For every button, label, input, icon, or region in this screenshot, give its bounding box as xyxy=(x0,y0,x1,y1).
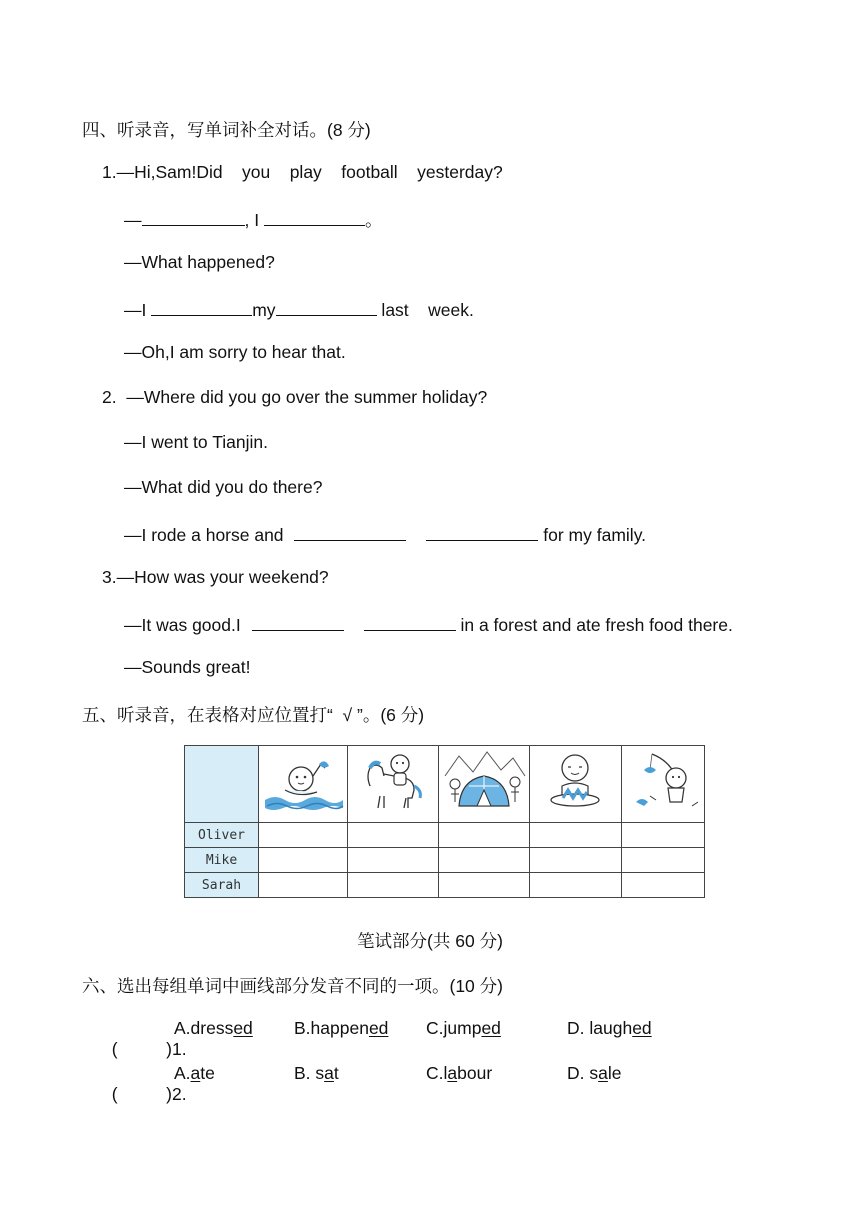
choice-row-2: ( )2. xyxy=(111,1084,187,1104)
option-b: B. sat xyxy=(294,1063,339,1083)
answer-blank[interactable] xyxy=(294,522,406,541)
answer-blank[interactable] xyxy=(264,207,365,226)
q1-line4: —I my last week. xyxy=(124,297,474,321)
option-c: C.labour xyxy=(426,1063,493,1083)
student-name-cell: Mike xyxy=(185,848,259,873)
answer-cell[interactable] xyxy=(259,848,348,873)
option-d: D. laughed xyxy=(567,1018,652,1038)
answer-table xyxy=(184,745,705,898)
answer-cell[interactable] xyxy=(259,823,348,848)
eating-food-picture xyxy=(530,746,621,817)
answer-cell[interactable] xyxy=(622,823,705,848)
picture-cell xyxy=(348,746,439,823)
answer-blank[interactable] xyxy=(276,297,377,316)
written-part-title: 笔试部分(共 60 分) xyxy=(357,931,503,951)
choice-row-1: ( )1. xyxy=(111,1039,187,1059)
answer-cell[interactable] xyxy=(530,848,622,873)
section5-title: 五、听录音，在表格对应位置打“ √ ”。(6 分) xyxy=(82,705,425,725)
option-b: B.happened xyxy=(294,1018,389,1038)
q1-line2: — , I 。 xyxy=(124,207,382,232)
answer-cell[interactable] xyxy=(348,823,439,848)
q1-line3: —What happened? xyxy=(124,252,275,272)
fishing-picture xyxy=(622,746,704,817)
camping-tent-picture xyxy=(439,746,529,817)
answer-blank[interactable] xyxy=(426,522,538,541)
q2-line2: —I went to Tianjin. xyxy=(124,432,268,452)
option-d: D. sale xyxy=(567,1063,622,1083)
answer-cell[interactable] xyxy=(439,848,530,873)
riding-horse-picture xyxy=(348,746,438,817)
answer-parenthesis[interactable]: ( ) xyxy=(111,1039,173,1059)
q3-line2: —It was good.I in a forest and ate fresh food there. xyxy=(124,612,733,636)
answer-cell[interactable] xyxy=(622,873,705,898)
section4-title: 四、听录音，写单词补全对话。(8 分) xyxy=(82,120,371,140)
section6-title: 六、选出每组单词中画线部分发音不同的一项。(10 分) xyxy=(82,976,503,996)
q3-line3: —Sounds great! xyxy=(124,657,251,677)
answer-cell[interactable] xyxy=(530,823,622,848)
student-name-cell: Oliver xyxy=(185,823,259,848)
answer-cell[interactable] xyxy=(348,848,439,873)
answer-blank[interactable] xyxy=(142,207,245,226)
answer-cell[interactable] xyxy=(259,873,348,898)
answer-cell[interactable] xyxy=(439,873,530,898)
q1-line1: 1.—Hi,Sam!Did you play football yesterday? xyxy=(102,162,503,182)
answer-blank[interactable] xyxy=(151,297,252,316)
answer-blank[interactable] xyxy=(364,612,456,631)
picture-cell xyxy=(439,746,530,823)
q2-line4: —I rode a horse and for my family. xyxy=(124,522,646,546)
option-c: C.jumped xyxy=(426,1018,501,1038)
q2-line1: 2. —Where did you go over the summer holiday? xyxy=(102,387,488,407)
answer-parenthesis[interactable]: ( ) xyxy=(111,1084,173,1104)
answer-blank[interactable] xyxy=(252,612,344,631)
picture-cell xyxy=(530,746,622,823)
answer-cell[interactable] xyxy=(439,823,530,848)
option-a: A.ate xyxy=(174,1063,215,1083)
option-a: A.dressed xyxy=(174,1018,253,1038)
table-corner-cell xyxy=(185,746,259,823)
q2-line3: —What did you do there? xyxy=(124,477,323,497)
answer-cell[interactable] xyxy=(530,873,622,898)
picture-cell xyxy=(622,746,705,823)
answer-cell[interactable] xyxy=(622,848,705,873)
q1-line5: —Oh,I am sorry to hear that. xyxy=(124,342,346,362)
q3-line1: 3.—How was your weekend? xyxy=(102,567,329,587)
answer-cell[interactable] xyxy=(348,873,439,898)
swimming-picture xyxy=(259,746,347,817)
student-name-cell: Sarah xyxy=(185,873,259,898)
picture-cell xyxy=(259,746,348,823)
